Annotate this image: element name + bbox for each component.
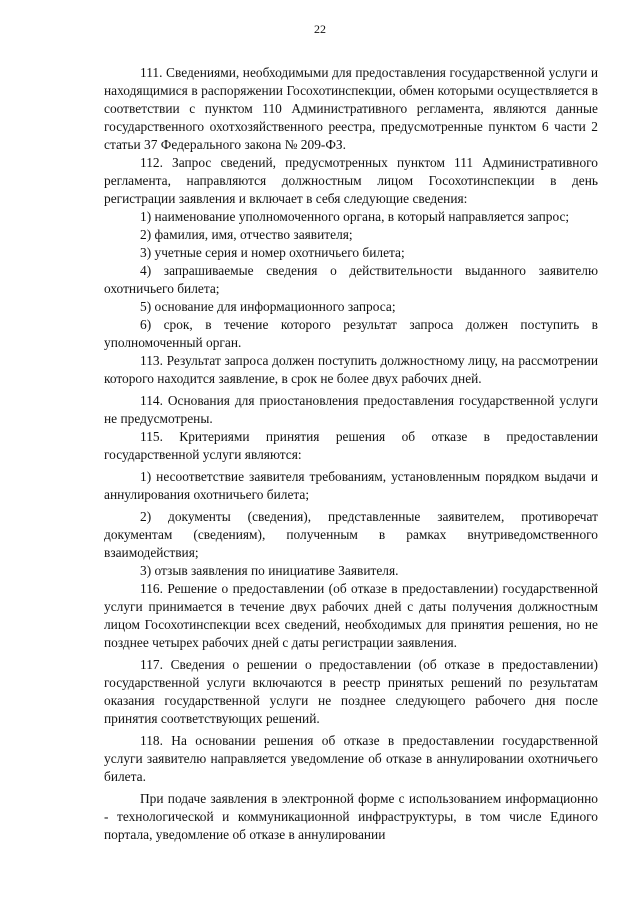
- paragraph-111: 111. Сведениями, необходимыми для предоставления государственной услуги и находящимися в распоряжении Госохотинспекции, обмен которыми осуществляется в соответствии с пунктом 110 Административного регламента, являются данные государственного охотхозяйственного реестра, предусмотренные пунктом 6 части 2 статьи 37 Федерального закона № 209-ФЗ.: [104, 65, 598, 152]
- paragraph-113: 113. Результат запроса должен поступить должностному лицу, на рассмотрении которого находится заявление, в срок не более двух рабочих дней.: [104, 353, 598, 386]
- list-item-115-2: 2) документы (сведения), представленные заявителем, противоречат документам (сведениям), полученным в рамках внутриведомственного взаимодействия;: [104, 509, 598, 560]
- paragraph-114: 114. Основания для приостановления предоставления государственной услуги не предусмотрены.: [104, 393, 598, 426]
- paragraph-117: 117. Сведения о решении о предоставлении (об отказе в предоставлении) государственной услуги включаются в реестр принятых решений по результатам оказания государственной услуги не позднее следующего рабочего дня после принятия соответствующих решений.: [104, 657, 598, 726]
- paragraph-115: 115. Критериями принятия решения об отказе в предоставлении государственной услуги являются:: [104, 429, 598, 462]
- paragraph-112: 112. Запрос сведений, предусмотренных пунктом 111 Административного регламента, направляются должностным лицом Госохотинспекции в день регистрации заявления и включает в себя следующие сведения:: [104, 155, 598, 206]
- list-item-112-3: 3) учетные серия и номер охотничьего билета;: [140, 245, 405, 260]
- paragraph-electronic-filing: При подаче заявления в электронной форме с использованием информационно - технологической и коммуникационной инфраструктуры, в том числе Единого портала, уведомление об отказе в аннулировании: [104, 791, 598, 842]
- paragraph-116: 116. Решение о предоставлении (об отказе в предоставлении) государственной услуги принимается в течение двух рабочих дней с даты получения должностным лицом Госохотинспекции всех сведений, необходимых для принятия решения, но не позднее четырех рабочих дней с даты регистрации заявления.: [104, 581, 598, 650]
- list-item-115-1: 1) несоответствие заявителя требованиям, установленным порядком выдачи и аннулирования охотничьего билета;: [104, 469, 598, 502]
- list-item-112-2: 2) фамилия, имя, отчество заявителя;: [140, 227, 353, 242]
- list-item-112-6: 6) срок, в течение которого результат запроса должен поступить в уполномоченный орган.: [104, 317, 598, 350]
- list-item-112-1: 1) наименование уполномоченного органа, в который направляется запрос;: [140, 209, 570, 224]
- document-body: [104, 64, 598, 844]
- list-item-112-4: 4) запрашиваемые сведения о действительности выданного заявителю охотничьего билета;: [104, 263, 598, 296]
- page-number: 22: [314, 22, 326, 36]
- list-item-115-3: 3) отзыв заявления по инициативе Заявителя.: [140, 563, 399, 578]
- list-item-112-5: 5) основание для информационного запроса;: [140, 299, 396, 314]
- paragraph-118: 118. На основании решения об отказе в предоставлении государственной услуги заявителю направляется уведомление об отказе в аннулировании охотничьего билета.: [104, 733, 598, 784]
